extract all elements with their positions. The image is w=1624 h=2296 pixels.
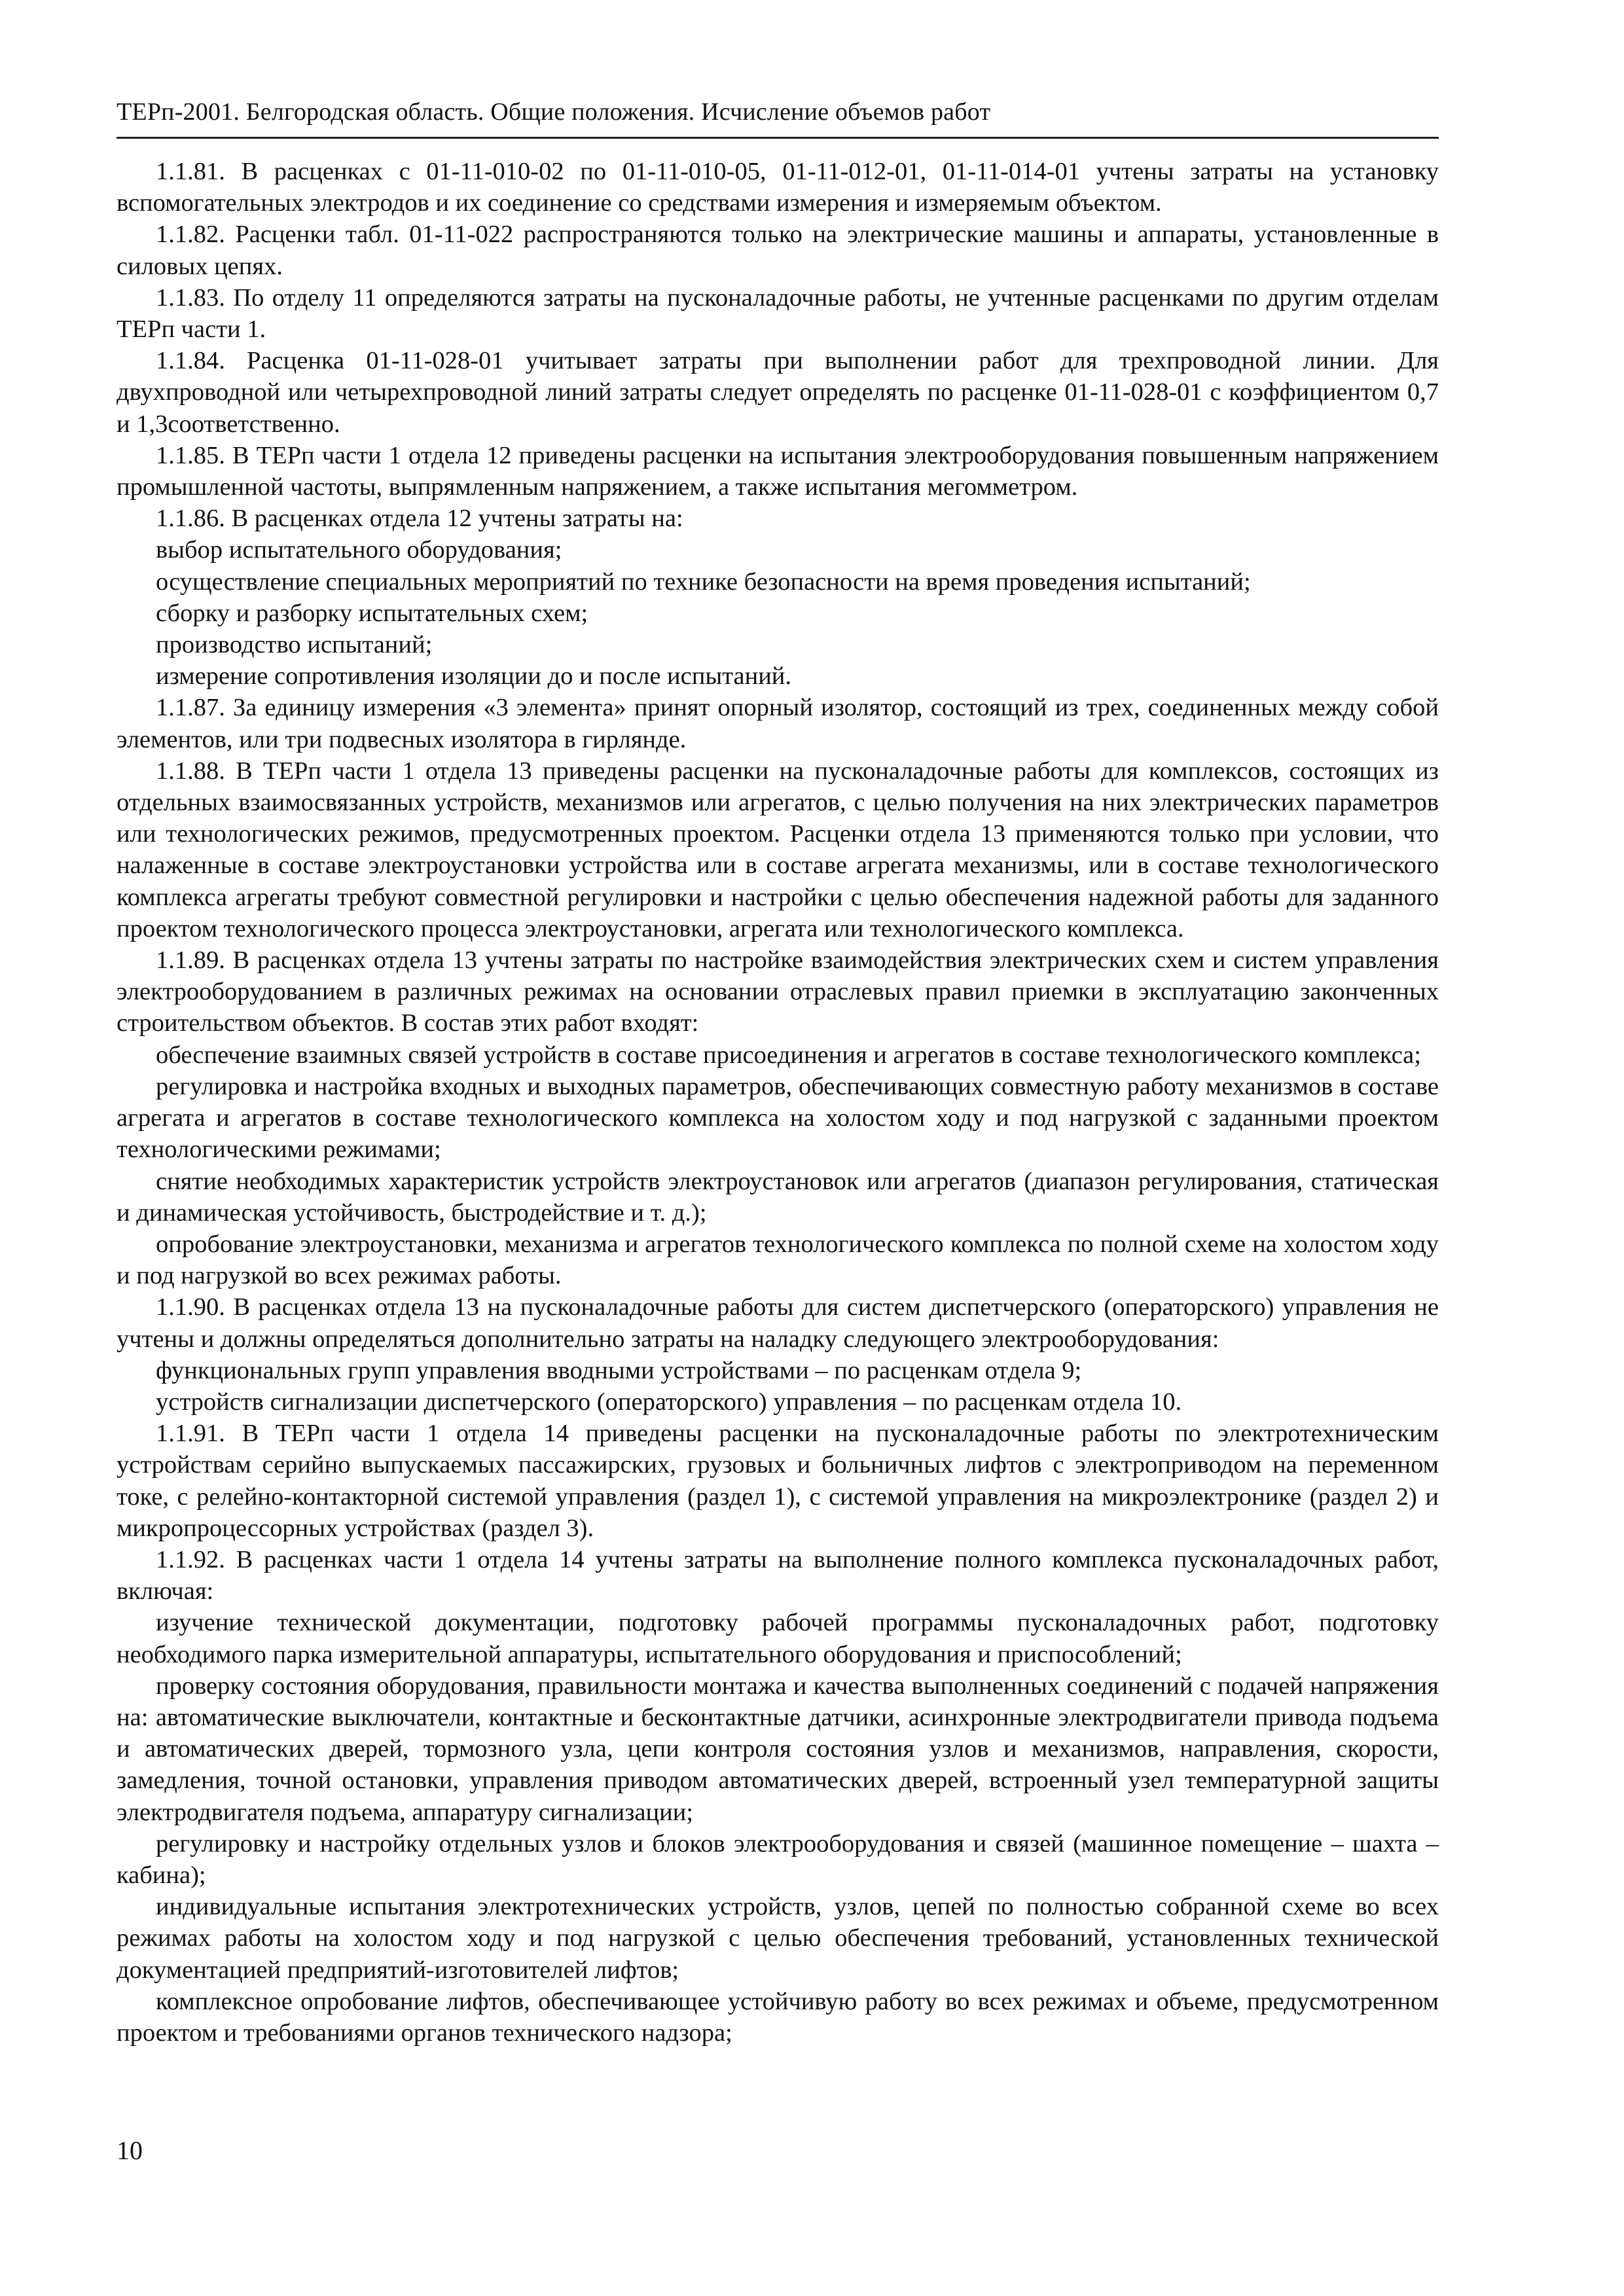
paragraph-1-1-87: 1.1.87. За единицу измерения «3 элемента» принят опорный изолятор, состоящий из трех, соединенных между собой элементов, или три подвесных изолятора в гирлянде. [117,694,1439,753]
list-item: изучение технической документации, подготовку рабочей программы пусконаладочных работ, подготовку необходимого парка измерительной аппаратуры, испытательного оборудования и приспособлений; [117,1609,1439,1668]
list-item: осуществление специальных мероприятий по технике безопасности на время проведения испытаний; [156,567,1251,596]
list-item: устройств сигнализации диспетчерского (операторского) управления – по расценкам отдела 10. [156,1388,1182,1416]
paragraph-1-1-84: 1.1.84. Расценка 01-11-028-01 учитывает затраты при выполнении работ для трехпроводной линии. Для двухпроводной или четырехпроводной линий затраты следует определять по расценке 01-11-028-01 с коэффициентом 0,7 и 1,3соответственно. [117,347,1439,438]
paragraph-1-1-83: 1.1.83. По отделу 11 определяются затраты на пусконаладочные работы, не учтенные расценками по другим отделам ТЕРп части 1. [117,283,1439,344]
header-title: ТЕРп-2001. Белгородская область. Общие положения. Исчисление объемов работ [117,98,991,126]
paragraph-1-1-82: 1.1.82. Расценки табл. 01-11-022 распространяются только на электрические машины и аппараты, установленные в силовых цепях. [117,221,1439,280]
list-item: производство испытаний; [156,631,433,659]
paragraph-1-1-85: 1.1.85. В ТЕРп части 1 отдела 12 приведены расценки на испытания электрооборудования повышенным напряжением промышленной частоты, выпрямленным напряжением, а также испытания мегомметром. [117,441,1439,501]
document-body [117,156,1439,2049]
list-item: опробование электроустановки, механизма и агрегатов технологического комплекса по полной схеме на холостом ходу и под нагрузкой во всех режимах работы. [117,1230,1439,1290]
page-number: 10 [117,2136,143,2165]
paragraph-1-1-91: 1.1.91. В ТЕРп части 1 отдела 14 приведены расценки на пусконаладочные работы по электротехническим устройствам серийно выпускаемых пассажирских, грузовых и больничных лифтов с электроприводом на переменном токе, с релейно-контакторной системой управления (раздел 1), с системой управления на микроэлектронике (раздел 2) и микропроцессорных устройствах (раздел 3). [117,1420,1439,1542]
list-item: обеспечение взаимных связей устройств в составе присоединения и агрегатов в составе технологического комплекса; [156,1041,1421,1069]
list-item: снятие необходимых характеристик устройств электроустановок или агрегатов (диапазон регулирования, статическая и динамическая устойчивость, быстродействие и т. д.); [117,1167,1439,1227]
list-item: проверку состояния оборудования, правильности монтажа и качества выполненных соединений с подачей напряжения на: автоматические выключатели, контактные и бесконтактные датчики, асинхронные электродвигатели привода подъема и автоматических дверей, тормозного узла, цепи контроля состояния узлов и механизмов, направления, скорости, замедления, точной остановки, управления приводом автоматических дверей, встроенный узел температурной защиты электродвигателя подъема, аппаратуру сигнализации; [117,1672,1439,1826]
list-item: сборку и разборку испытательных схем; [156,599,588,627]
paragraph-1-1-89: 1.1.89. В расценках отдела 13 учтены затраты по настройке взаимодействия электрических схем и систем управления электрооборудованием в различных режимах на основании отраслевых правил приемки в эксплуатацию законченных строительством объектов. В состав этих работ входят: [117,946,1439,1037]
list-item: функциональных групп управления вводными устройствами – по расценкам отдела 9; [156,1356,1082,1384]
paragraph-1-1-81: 1.1.81. В расценках с 01-11-010-02 по 01-11-010-05, 01-11-012-01, 01-11-014-01 учтены затраты на установку вспомогательных электродов и их соединение со средствами измерения и измеряемым объектом. [117,158,1439,217]
running-header [117,97,1439,139]
list-item: выбор испытательного оборудования; [156,536,562,564]
list-item: комплексное опробование лифтов, обеспечивающее устойчивую работу во всех режимах и объеме, предусмотренном проектом и требованиями органов технического надзора; [117,1987,1439,2047]
paragraph-1-1-86: 1.1.86. В расценках отдела 12 учтены затраты на: [156,505,683,533]
paragraph-1-1-92: 1.1.92. В расценках части 1 отдела 14 учтены затраты на выполнение полного комплекса пусконаладочных работ, включая: [117,1545,1439,1605]
paragraph-1-1-90: 1.1.90. В расценках отдела 13 на пусконаладочные работы для систем диспетчерского (операторского) управления не учтены и должны определяться дополнительно затраты на наладку следующего электрооборудования: [117,1293,1439,1353]
list-item: измерение сопротивления изоляции до и после испытаний. [156,662,792,691]
paragraph-1-1-88: 1.1.88. В ТЕРп части 1 отдела 13 приведены расценки на пусконаладочные работы для комплексов, состоящих из отдельных взаимосвязанных устройств, механизмов или агрегатов, с целью получения на них электрических параметров или технологических режимов, предусмотренных проектом. Расценки отдела 13 применяются только при условии, что налаженные в составе электроустановки устройства или в составе агрегата механизмы, или в составе технологического комплекса агрегаты требуют совместной регулировки и настройки с целью обеспечения надежной работы для заданного проектом технологического процесса электроустановки, агрегата или технологического комплекса. [117,757,1439,942]
list-item: регулировка и настройка входных и выходных параметров, обеспечивающих совместную работу механизмов в составе агрегата и агрегатов в составе технологического комплекса на холостом ходу и под нагрузкой с заданными проектом технологическими режимами; [117,1072,1439,1164]
list-item: индивидуальные испытания электротехнических устройств, узлов, цепей по полностью собранной схеме во всех режимах работы на холостом ходу и под нагрузкой с целью обеспечения требований, установленных технической документацией предприятий-изготовителей лифтов; [117,1893,1439,1984]
list-item: регулировку и настройку отдельных узлов и блоков электрооборудования и связей (машинное помещение – шахта – кабина); [117,1829,1439,1889]
